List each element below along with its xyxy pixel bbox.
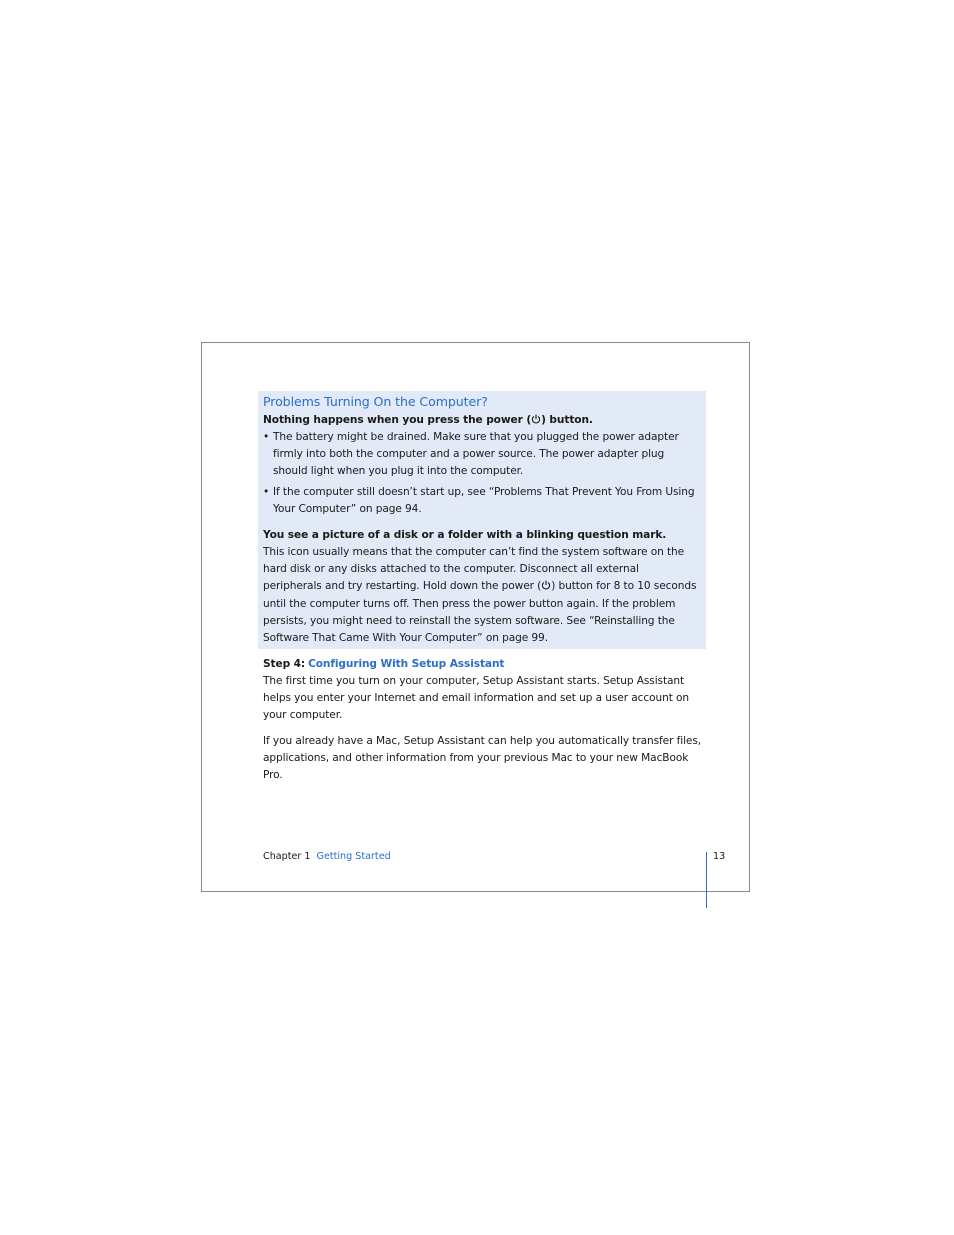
power-icon [531,414,541,424]
sidebar-heading-power-before: Nothing happens when you press the power ( [263,414,532,426]
main-content [263,656,708,784]
bullet-mark: • [263,431,270,443]
footer-divider [706,852,707,908]
step-heading [263,656,708,673]
question-mark-text-after: ) button for 8 to 10 seconds until the computer turns off. Then press the power button again. If the problem persists, you might need to reinstall the system software. See “Reinstalling the Software That Came With Your Computer” on page 99. [263,580,697,645]
sidebar-heading-power [263,412,700,429]
power-icon [541,580,551,590]
page-footer [263,849,708,865]
sidebar-heading-power-after: ) button. [541,414,593,426]
bullet-mark: • [263,485,270,498]
sidebar-question-mark-text [263,544,700,647]
step-title: Configuring With Setup Assistant [308,658,505,670]
bullet-text: If the computer still doesn’t start up, see “Problems That Prevent You From Using Your Computer” on page 94. [273,485,695,515]
sidebar-bullet-list [263,429,700,518]
footer-chapter: Chapter 1 [263,851,311,862]
page-number: 13 [713,851,726,862]
main-paragraph: If you already have a Mac, Setup Assistant can help you automatically transfer files, applications, and other information from your previous Mac to your new MacBook Pro. [263,734,702,782]
footer-section: Getting Started [316,851,391,862]
sidebar-title: Problems Turning On the Computer? [263,394,488,409]
main-paragraph: The first time you turn on your computer, Setup Assistant starts. Setup Assistant helps you enter your Internet and email information and set up a user account on your computer. [263,675,690,722]
sidebar-heading-question-mark: You see a picture of a disk or a folder with a blinking question mark. [263,529,667,542]
question-mark-text-before: This icon usually means that the computer can’t find the system software on the hard disk or any disks attached to the computer. Disconnect all external peripherals and try restarting. Hold down the power ( [263,546,685,593]
step-label: Step 4: [263,658,306,670]
troubleshooting-sidebar [258,391,706,649]
bullet-text: The battery might be drained. Make sure that you plugged the power adapter firmly into both the computer and a power source. The power adapter plug should light when you plug it into the computer. [273,431,679,478]
list-item [263,429,700,481]
list-item [263,484,700,518]
